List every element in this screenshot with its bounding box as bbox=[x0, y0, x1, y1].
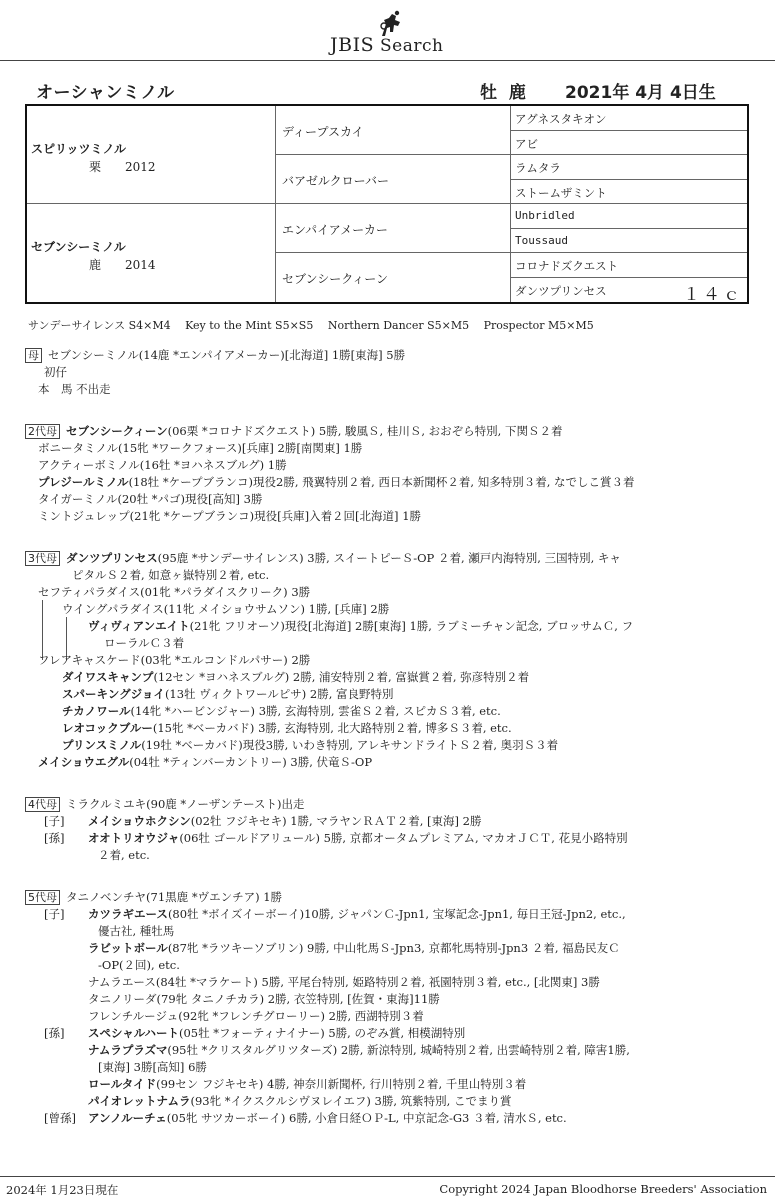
gen4-child-1 bbox=[88, 814, 482, 828]
mother-first-foal: 初仔 bbox=[44, 365, 67, 379]
gen3-grandchild-3-record: (13牡 ヴィクトワールピサ) 2勝, 富良野特別 bbox=[164, 687, 394, 701]
mother-record: セブンシーミノル(14鹿 *エンパイアメーカー)[北海道] 1勝[東海] 5勝 bbox=[48, 348, 406, 362]
gen4-tag: 4代母 bbox=[25, 797, 60, 812]
inbreeding-crosses: サンデーサイレンス S4×M4 Key to the Mint S5×S5 Northern Dancer S5×M5 Prospector M5×M5 bbox=[28, 319, 594, 332]
gen4-grandchild-1-record: (06牡 ゴールドアリュール) 5勝, 京都オータムプレミアム, マカオＪＣＴ, 花見小路特別 bbox=[179, 831, 628, 845]
gen5-greatgrandchild-1-record: (05牝 サツカーボーイ) 6勝, 小倉日経ＯＰ-L, 中京記念-G3 ３着, 清水Ｓ, etc. bbox=[166, 1111, 567, 1125]
gen5-child-4: タニノリーダ(79牝 タニノチカラ) 2勝, 衣笠特別, [佐賀・東海]11勝 bbox=[88, 992, 440, 1006]
gen4-grandchild-1-name[interactable]: オオトリオウジャ bbox=[88, 831, 180, 845]
gen3-greatgrandchild-1 bbox=[88, 619, 633, 633]
gen5-grandchild-3 bbox=[88, 1077, 526, 1091]
gen3-offspring-3-name[interactable]: メイショウエグル bbox=[38, 755, 130, 769]
pedigree-ds-name[interactable]: エンパイアメーカー bbox=[282, 223, 388, 237]
mother-tag: 母 bbox=[25, 348, 42, 363]
gen3-head-cont: ピタルＳ２着, 如意ヶ嶽特別２着, etc. bbox=[72, 568, 270, 582]
dam-name[interactable]: セブンシーミノル bbox=[31, 240, 126, 254]
gen5-child-2-name[interactable]: ラビットボール bbox=[88, 941, 168, 955]
gen5-greatgrandchild-label: [曾孫] bbox=[44, 1111, 76, 1125]
gen3-record: (95鹿 *サンデーサイレンス) 3勝, スイートピーＳ-OP ２着, 瀬戸内海特別, 三国特別, キャ bbox=[157, 551, 621, 565]
logo-text bbox=[330, 34, 443, 56]
gen5-child-3: ナムラエース(84牡 *マラケート) 5勝, 平尾台特別, 姫路特別２着, 祇園特別３着, etc., [北関東] 3勝 bbox=[88, 975, 600, 989]
sire-name[interactable]: スピリッツミノル bbox=[31, 142, 127, 156]
pedigree-dss-cell bbox=[511, 204, 747, 229]
gen3-offspring-1: セフティパラダイス(01牝 *パラダイスクリーク) 3勝 bbox=[38, 585, 311, 599]
gen3-grandchild-2 bbox=[62, 670, 529, 684]
gen5-child-1 bbox=[88, 907, 626, 921]
gen4-grandchild-1 bbox=[88, 831, 628, 845]
gen2-record: (06栗 *コロナドズクエスト) 5勝, 駿風Ｓ, 桂川Ｓ, おおぞら特別, 下関Ｓ２着 bbox=[167, 424, 563, 438]
gen5-grandchild-2-name[interactable]: ナムラプラズマ bbox=[88, 1043, 168, 1057]
gen5-grandchild-2-record: (95牡 *クリスタルグリツターズ) 2勝, 新涼特別, 城崎特別２着, 出雲崎特別２着, 障害1勝, bbox=[167, 1043, 630, 1057]
gen3-offspring-2: フレアキャスケード(03牝 *エルコンドルパサー) 2勝 bbox=[38, 653, 311, 667]
gen3-head bbox=[25, 551, 621, 566]
gen5-greatgrandchild-1-name[interactable]: アンノルーチェ bbox=[88, 1111, 167, 1125]
pedigree-ssd-cell bbox=[511, 131, 747, 156]
logo-text-jbis: JBIS bbox=[330, 34, 375, 56]
gen2-offspring-2: アクティーボミノル(16牡 *ヨハネスブルグ) 1勝 bbox=[38, 458, 287, 472]
gen5-grandchild-1-name[interactable]: スペシャルハート bbox=[88, 1026, 179, 1040]
mother-this-horse: 本 馬 不出走 bbox=[38, 382, 111, 396]
gen5-grandchild-3-record: (99セン フジキセキ) 4勝, 神奈川新聞杯, 行川特別２着, 千里山特別３着 bbox=[156, 1077, 527, 1091]
pedigree-ssd-name[interactable]: アビ bbox=[515, 136, 538, 151]
gen5-record: タニノベンチヤ(71黒鹿 *ヴエンチア) 1勝 bbox=[66, 890, 283, 904]
gen2-offspring-3-record: (18牡 *ケープブランコ)現役2勝, 飛翼特別２着, 西日本新聞杯２着, 知多特別３着, なでしこ賞３着 bbox=[128, 475, 635, 489]
gen4-child-label: [子] bbox=[44, 814, 65, 828]
jbis-logo[interactable] bbox=[318, 6, 468, 54]
gen3-grandchild-3 bbox=[62, 687, 394, 701]
gen5-grandchild-4-name[interactable]: パイオレットナムラ bbox=[88, 1094, 191, 1108]
logo-text-search: Search bbox=[380, 36, 444, 56]
pedigree-dd-cell bbox=[276, 253, 511, 302]
pedigree-ss-cell bbox=[276, 106, 511, 155]
gen5-grandchild-2 bbox=[88, 1043, 630, 1057]
gen3-offspring-3-record: (04牡 *ティンバーカントリー) 3勝, 伏竜Ｓ-OP bbox=[129, 755, 373, 769]
gen5-grandchild-3-name[interactable]: ロールタイド bbox=[88, 1077, 157, 1091]
gen3-tree-line-1 bbox=[42, 600, 43, 660]
gen4-child-1-name[interactable]: メイショウホクシン bbox=[88, 814, 191, 828]
gen4-head bbox=[25, 797, 305, 812]
pedigree-dds-cell bbox=[511, 253, 747, 278]
gen3-grandchild-6-name[interactable]: プリンスミノル bbox=[62, 738, 142, 752]
gen5-child-label: [子] bbox=[44, 907, 65, 921]
gen5-grandchild-label: [孫] bbox=[44, 1026, 65, 1040]
gen5-child-1-record: (80牡 *ボイズイーボーイ)10勝, ジャパンＣ-Jpn1, 宝塚記念-Jpn1, 毎日王冠-Jpn2, etc., bbox=[167, 907, 626, 921]
gen3-tag: 3代母 bbox=[25, 551, 60, 566]
gen5-child-2-record: (87牝 *ラツキーソブリン) 9勝, 中山牝馬Ｓ-Jpn3, 京都牝馬特別-Jpn3 ２着, 福島民友Ｃ bbox=[167, 941, 620, 955]
gen5-child-5: フレンチルージュ(92牝 *フレンチグローリー) 2勝, 西湖特別３着 bbox=[88, 1009, 424, 1023]
pedigree-dsd-name[interactable]: Toussaud bbox=[515, 233, 568, 247]
pedigree-dd-name[interactable]: セブンシークィーン bbox=[282, 272, 389, 286]
gen3-greatgrandchild-1-name[interactable]: ヴィヴィアンエイト bbox=[88, 619, 190, 633]
gen5-grandchild-2-cont: [東海] 3勝[高知] 6勝 bbox=[98, 1060, 207, 1074]
pedigree-sds-name[interactable]: ラムタラ bbox=[515, 161, 561, 175]
dam-info: 鹿 2014 bbox=[89, 258, 156, 272]
gen5-tag: 5代母 bbox=[25, 890, 60, 905]
pedigree-ddd-cell bbox=[511, 278, 747, 303]
pedigree-ss-name[interactable]: ディープスカイ bbox=[282, 125, 364, 139]
gen5-grandchild-1-record: (05牡 *フォーティナイナー) 5勝, のぞみ賞, 相模湖特別 bbox=[178, 1026, 466, 1040]
gen2-offspring-5: ミントジュレップ(21牝 *ケープブランコ)現役[兵庫]入着２回[北海道] 1勝 bbox=[38, 509, 422, 523]
gen3-grandchild-4-name[interactable]: チカノワール bbox=[62, 704, 131, 718]
pedigree-sds-cell bbox=[511, 155, 747, 180]
gen3-grandchild-6 bbox=[62, 738, 558, 752]
inbreed-count: １４ｃ bbox=[683, 284, 743, 305]
horse-name: オーシャンミノル bbox=[36, 83, 175, 103]
gen3-name[interactable]: ダンツプリンセス bbox=[66, 551, 158, 565]
gen4-child-1-record: (02牡 フジキセキ) 1勝, マラヤンＲＡＴ２着, [東海] 2勝 bbox=[190, 814, 482, 828]
gen3-greatgrandchild-1-record: (21牝 フリオーソ)現役[北海道] 2勝[東海] 1勝, ラブミーチャン記念, ブロッサムＣ, フ bbox=[189, 619, 634, 633]
gen2-offspring-3-name[interactable]: プレジールミノル bbox=[38, 475, 129, 489]
sire-info: 栗 2012 bbox=[89, 160, 156, 174]
gen2-offspring-1: ボニータミノル(15牝 *ワークフォース)[兵庫] 2勝[南関東] 1勝 bbox=[38, 441, 363, 455]
pedigree-sss-cell bbox=[511, 106, 747, 131]
gen5-child-1-name[interactable]: カツラギエース bbox=[88, 907, 168, 921]
gen3-grandchild-4 bbox=[62, 704, 501, 718]
pedigree-table bbox=[25, 104, 749, 304]
gen3-grandchild-2-record: (12セン *ヨハネスブルグ) 2勝, 浦安特別２着, 富嶽賞２着, 弥彦特別２着 bbox=[153, 670, 530, 684]
pedigree-sd-name[interactable]: バアゼルクローバー bbox=[282, 174, 390, 188]
gen3-grandchild-5 bbox=[62, 721, 512, 735]
pedigree-sdd-cell bbox=[511, 180, 747, 205]
gen5-child-2-cont: -OP(２回), etc. bbox=[98, 958, 180, 972]
horse-sex-color: 牡 鹿 bbox=[480, 83, 529, 103]
gen5-head bbox=[25, 890, 282, 905]
gen3-grandchild-4-record: (14牝 *ハービンジャー) 3勝, 玄海特別, 雲雀Ｓ２着, スピカＳ３着, etc. bbox=[130, 704, 501, 718]
gen3-grandchild-5-record: (15牝 *ベーカバド) 3勝, 玄海特別, 北大路特別２着, 博多Ｓ３着, etc. bbox=[152, 721, 512, 735]
gen3-grandchild-2-name[interactable]: ダイワスキャンプ bbox=[62, 670, 154, 684]
gen5-child-2 bbox=[88, 941, 620, 955]
gen5-grandchild-4-record: (93牝 *イクスクルシヴヌレイエフ) 3勝, 筑紫特別, こでまり賞 bbox=[190, 1094, 512, 1108]
pedigree-dss-name[interactable]: Unbridled bbox=[515, 209, 575, 222]
pedigree-sd-cell bbox=[276, 155, 511, 204]
gen3-greatgrandchild-1-cont: ローラルＣ３着 bbox=[104, 636, 185, 650]
mother-line bbox=[25, 348, 405, 363]
pedigree-dam-cell bbox=[27, 204, 276, 302]
gen3-grandchild-5-name[interactable]: レオコックブルー bbox=[62, 721, 153, 735]
gen3-grandchild-1: ウイングパラダイス(11牝 メイショウサムソン) 1勝, [兵庫] 2勝 bbox=[62, 602, 390, 616]
gen5-grandchild-4 bbox=[88, 1094, 511, 1108]
gen5-greatgrandchild-1 bbox=[88, 1111, 567, 1125]
header-divider bbox=[0, 60, 775, 61]
gen2-offspring-3 bbox=[38, 475, 635, 489]
footer-divider bbox=[0, 1176, 775, 1177]
gen5-grandchild-1 bbox=[88, 1026, 465, 1040]
gen2-name[interactable]: セブンシークィーン bbox=[66, 424, 168, 438]
gen4-grandchild-label: [孫] bbox=[44, 831, 65, 845]
pedigree-ds-cell bbox=[276, 204, 511, 253]
gen2-tag: 2代母 bbox=[25, 424, 60, 439]
pedigree-dsd-cell bbox=[511, 229, 747, 254]
pedigree-sdd-name[interactable]: ストームザミント bbox=[515, 185, 607, 200]
gen3-grandchild-6-record: (19牡 *ベーカバド)現役3勝, いわき特別, アレキサンドライトＳ２着, 奥羽Ｓ３着 bbox=[141, 738, 559, 752]
footer-date: 2024年 1月23日現在 bbox=[6, 1183, 119, 1197]
gen4-grandchild-1-cont: ２着, etc. bbox=[98, 848, 150, 862]
pedigree-sire-cell bbox=[27, 106, 276, 204]
gen4-record: ミラクルミユキ(90鹿 *ノーザンテースト)出走 bbox=[66, 797, 305, 811]
pedigree-ddd-name[interactable]: ダンツプリンセス bbox=[515, 283, 607, 298]
gen3-offspring-3 bbox=[38, 755, 372, 769]
horse-birth-date: 2021年 4月 4日生 bbox=[565, 83, 716, 103]
pedigree-dds-name[interactable]: コロナドズクエスト bbox=[515, 259, 619, 273]
gen3-grandchild-3-name[interactable]: スパーキングジョイ bbox=[62, 687, 165, 701]
footer-copyright: Copyright 2024 Japan Bloodhorse Breeders' Association bbox=[439, 1182, 767, 1196]
gen2-offspring-4: タイガーミノル(20牡 *パゴ)現役[高知] 3勝 bbox=[38, 492, 263, 506]
pedigree-sss-name[interactable]: アグネスタキオン bbox=[515, 112, 607, 126]
gen2-head bbox=[25, 424, 563, 439]
gen5-child-1-cont: 優古社, 種牡馬 bbox=[98, 924, 175, 938]
